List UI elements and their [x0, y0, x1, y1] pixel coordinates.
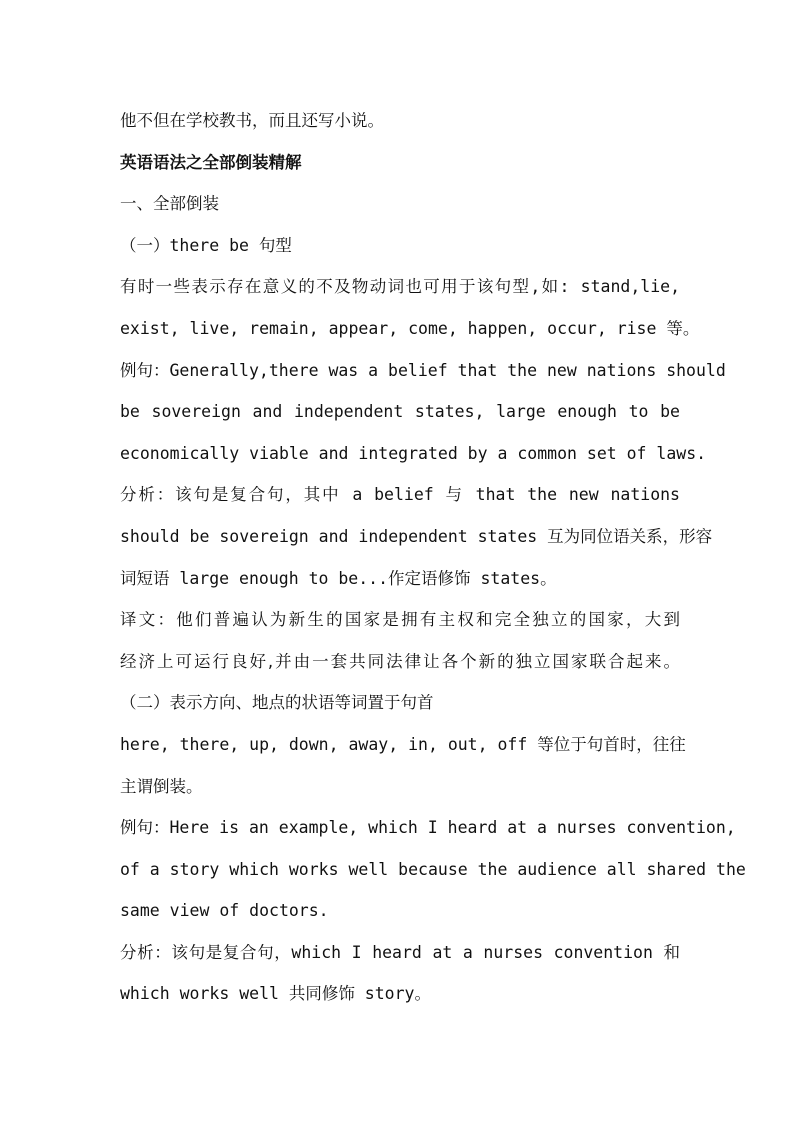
- analysis-line-3: 词短语 large enough to be...作定语修饰 states。: [120, 568, 557, 588]
- example2-line-2: of a story which works well because the audience all shared the: [120, 859, 746, 879]
- text-line-16: here, there, up, down, away, in, out, off 等位于句首时，往往: [120, 734, 686, 754]
- text-line-5: 有时一些表示存在意义的不及物动词也可用于该句型,如: stand,lie,: [120, 277, 680, 297]
- text-line-6: exist, live, remain, appear, come, happen, occur, rise 等。: [120, 318, 700, 338]
- text-line-17: 主谓倒装。: [120, 776, 203, 796]
- subheading-adverbial-fronting: （二）表示方向、地点的状语等词置于句首: [120, 693, 434, 713]
- text-line-1: 他不但在学校教书，而且还写小说。: [120, 111, 384, 130]
- subheading-there-be: （一）there be 句型: [120, 235, 292, 255]
- example-line-2: be sovereign and independent states, large enough to be: [120, 402, 680, 422]
- example-line-3: economically viable and integrated by a common set of laws.: [120, 443, 707, 463]
- analysis2-line-2: which works well 共同修饰 story。: [120, 984, 431, 1004]
- translation-line-1: 译文：他们普遍认为新生的国家是拥有主权和完全独立的国家，大到: [120, 610, 680, 630]
- analysis-line-1: 分析：该句是复合句，其中 a belief 与 that the new nations: [120, 485, 680, 505]
- analysis-line-2: should be sovereign and independent states 互为同位语关系，形容: [120, 526, 713, 546]
- analysis2-line-1: 分析：该句是复合句，which I heard at a nurses convention 和: [120, 942, 680, 962]
- document-body: [120, 100, 746, 1015]
- subheading-full-inversion: 一、全部倒装: [120, 194, 219, 214]
- example2-line-3: same view of doctors.: [120, 901, 329, 921]
- example2-line-1: 例句：Here is an example, which I heard at a nurses convention,: [120, 818, 736, 838]
- section-heading: 英语语法之全部倒装精解: [120, 152, 302, 172]
- example-line-1: 例句：Generally,there was a belief that the new nations should: [120, 360, 726, 380]
- translation-line-2: 经济上可运行良好,并由一套共同法律让各个新的独立国家联合起来。: [120, 651, 680, 671]
